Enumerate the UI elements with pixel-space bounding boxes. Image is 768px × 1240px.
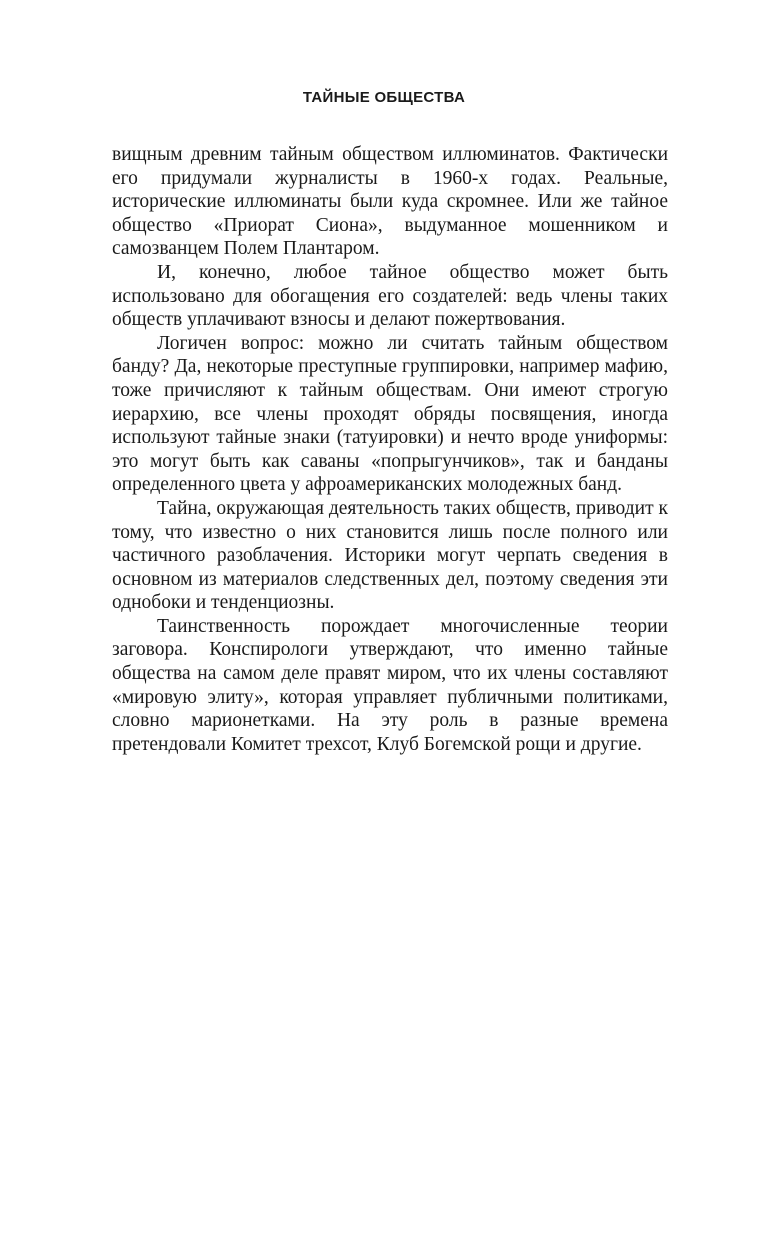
paragraph: Логичен вопрос: можно ли считать тайным обществом банду? Да, некоторые преступные группировки, например мафию, тоже причисляют к тайным обществам. Они имеют строгую иерархию, все члены проходят обряды посвящения, иногда используют тайные знаки (татуировки) и нечто вроде униформы: это могут быть как саваны «попрыгунчиков», так и банданы определенного цвета у афроамериканских молодежных банд. bbox=[112, 332, 668, 496]
paragraph-continued: вищным древним тайным обществом иллюминатов. Фактически его придумали журналисты в 1960-х годах. Реальные, исторические иллюминаты были куда скромнее. Или же тайное общество «Приорат Сиона», выдуманное мошенником и самозванцем Полем Плантаром. bbox=[112, 144, 668, 260]
paragraph: И, конечно, любое тайное общество может быть использовано для обогащения его создателей: ведь члены таких обществ уплачивают взносы и делают пожертвования. bbox=[112, 261, 668, 331]
body-text bbox=[112, 143, 668, 756]
paragraph: Таинственность порождает многочисленные теории заговора. Конспирологи утверждают, что именно тайные общества на самом деле правят миром, что их члены составляют «мировую элиту», которая управляет публичными политиками, словно марионетками. На эту роль в разные времена претендовали Комитет трехсот, Клуб Богемской рощи и другие. bbox=[112, 615, 668, 755]
running-head-title: ТАЙНЫЕ ОБЩЕСТВА bbox=[302, 89, 466, 106]
paragraph: Тайна, окружающая деятельность таких обществ, приводит к тому, что известно о них становится лишь после полного или частичного разоблачения. Историки могут черпать сведения в основном из материалов следственных дел, поэтому сведения эти однобоки и тенденциозны. bbox=[112, 497, 668, 614]
